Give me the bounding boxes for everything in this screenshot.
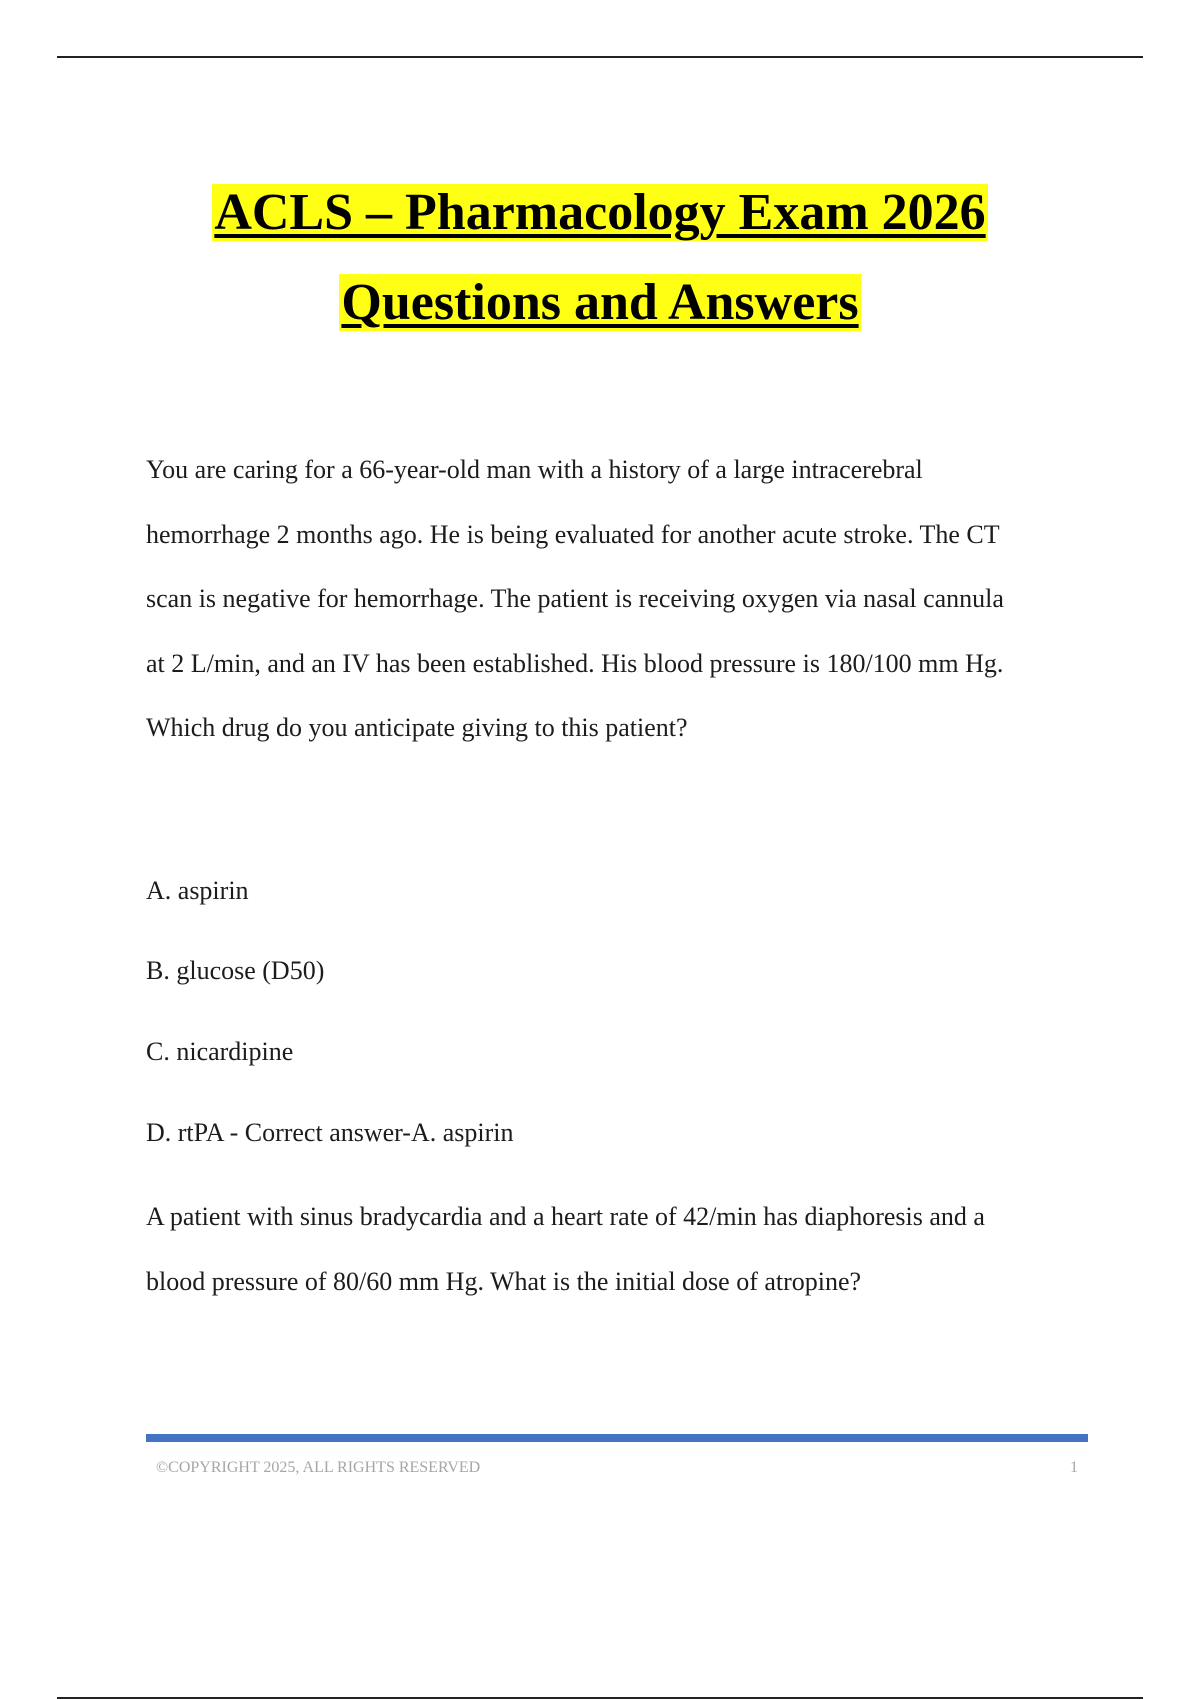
title-highlight: ACLS – Pharmacology Exam 2026	[214, 184, 986, 241]
footer-copyright: ©COPYRIGHT 2025, ALL RIGHTS RESERVED	[156, 1459, 481, 1476]
question-line: scan is negative for hemorrhage. The patient is receiving oxygen via nasal cannula	[146, 584, 1004, 613]
question-line: hemorrhage 2 months ago. He is being evaluated for another acute stroke. The CT	[146, 519, 1000, 549]
document-title-line-1	[0, 183, 1200, 243]
question-line: You are caring for a 66-year-old man with a history of a large intracerebral	[146, 455, 923, 484]
question-2-text	[146, 1185, 1086, 1314]
bottom-border-line	[57, 1697, 1143, 1699]
question-1-text	[146, 438, 1086, 761]
footer-divider-bar	[146, 1434, 1088, 1442]
document-title-line-2	[0, 273, 1200, 333]
answer-option-c: C. nicardipine	[146, 1037, 294, 1066]
question-line: Which drug do you anticipate giving to this patient?	[146, 713, 688, 742]
question-line: at 2 L/min, and an IV has been established. His blood pressure is 180/100 mm Hg.	[146, 648, 1004, 678]
answer-option-a: A. aspirin	[146, 876, 249, 905]
question-line: blood pressure of 80/60 mm Hg. What is the initial dose of atropine?	[146, 1266, 862, 1296]
answer-option-b: B. glucose (D50)	[146, 956, 325, 985]
top-border-line	[57, 56, 1143, 58]
question-line: A patient with sinus bradycardia and a heart rate of 42/min has diaphoresis and a	[146, 1202, 985, 1231]
answer-option-d: D. rtPA - Correct answer-A. aspirin	[146, 1118, 514, 1147]
title-highlight: Questions and Answers	[341, 274, 859, 331]
page-number: 1	[1070, 1459, 1078, 1476]
